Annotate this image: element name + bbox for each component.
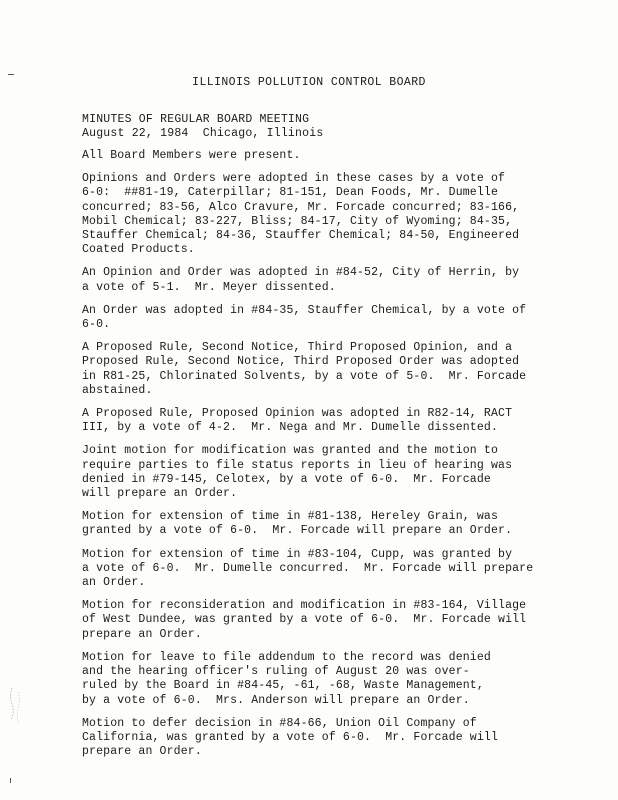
meeting-date-location: August 22, 1984 Chicago, Illinois (82, 127, 324, 140)
minutes-paragraph: Motion for extension of time in #83-104, Cupp, was granted by a vote of 6-0. Mr. Dumelle concurred. Mr. Forcade will prepare an Order. (82, 547, 534, 590)
minutes-paragraph: A Proposed Rule, Proposed Opinion was adopted in R82-14, RACT III, by a vote of 4-2. Mr. Nega and Mr. Dumelle dissented. (82, 407, 513, 435)
minutes-paragraph: Joint motion for modification was granted and the motion to require parties to file status reports in lieu of hearing was denied in #79-145, Celotex, by a vote of 6-0. Mr. Forcade will prepare an Order. (82, 444, 513, 501)
scan-speck (10, 778, 11, 783)
minutes-paragraph: A Proposed Rule, Second Notice, Third Proposed Opinion, and a Proposed Rule, Second Notice, Third Proposed Order was adopted in R81-25, Chlorinated Solvents, by a vote of 5-0. Mr. Forcade abstained. (82, 341, 527, 397)
minutes-heading (82, 113, 323, 141)
minutes-paragraph: Motion for leave to file addendum to the record was denied and the hearing officer's ruling of August 20 was over- ruled by the Board in #84-45, -61, -68, Waste Management, by a vote of 6-0. Mrs. Anderson will prepare an Order. (82, 650, 491, 707)
minutes-paragraph: An Opinion and Order was adopted in #84-52, City of Herrin, by a vote of 5-1. Mr. Meyer dissented. (82, 266, 520, 294)
margin-scan-mark (6, 686, 26, 726)
minutes-paragraph: Opinions and Orders were adopted in these cases by a vote of 6-0: ##81-19, Caterpillar; 81-151, Dean Foods, Mr. Dumelle concurred; 83-56, Alco Cravure, Mr. Forcade concurred; 83-166, Mobil Chemical; 83-227, Bliss; 84-17, City of Wyoming; 84-35, Stauffer Chemical; 84-36, Stauffer Chemical; 84-50, Engineered Coated Products. (82, 172, 520, 257)
minutes-body (82, 149, 552, 768)
document-title: ILLINOIS POLLUTION CONTROL BOARD (192, 76, 426, 89)
minutes-paragraph: Motion for reconsideration and modification in #83-164, Village of West Dundee, was granted by a vote of 6-0. Mr. Forcade will prepare an Order. (82, 599, 527, 641)
minutes-paragraph: All Board Members were present. (82, 149, 301, 162)
minutes-paragraph: Motion to defer decision in #84-66, Union Oil Company of California, was granted by a vote of 6-0. Mr. Forcade will prepare an Order. (82, 716, 499, 759)
minutes-heading-line: MINUTES OF REGULAR BOARD MEETING (82, 113, 310, 126)
minutes-paragraph: An Order was adopted in #84-35, Stauffer Chemical, by a vote of 6-0. (82, 303, 527, 332)
scan-speck (8, 74, 14, 75)
minutes-paragraph: Motion for extension of time in #81-138, Hereley Grain, was granted by a vote of 6-0. Mr. Forcade will prepare an Order. (82, 510, 513, 538)
